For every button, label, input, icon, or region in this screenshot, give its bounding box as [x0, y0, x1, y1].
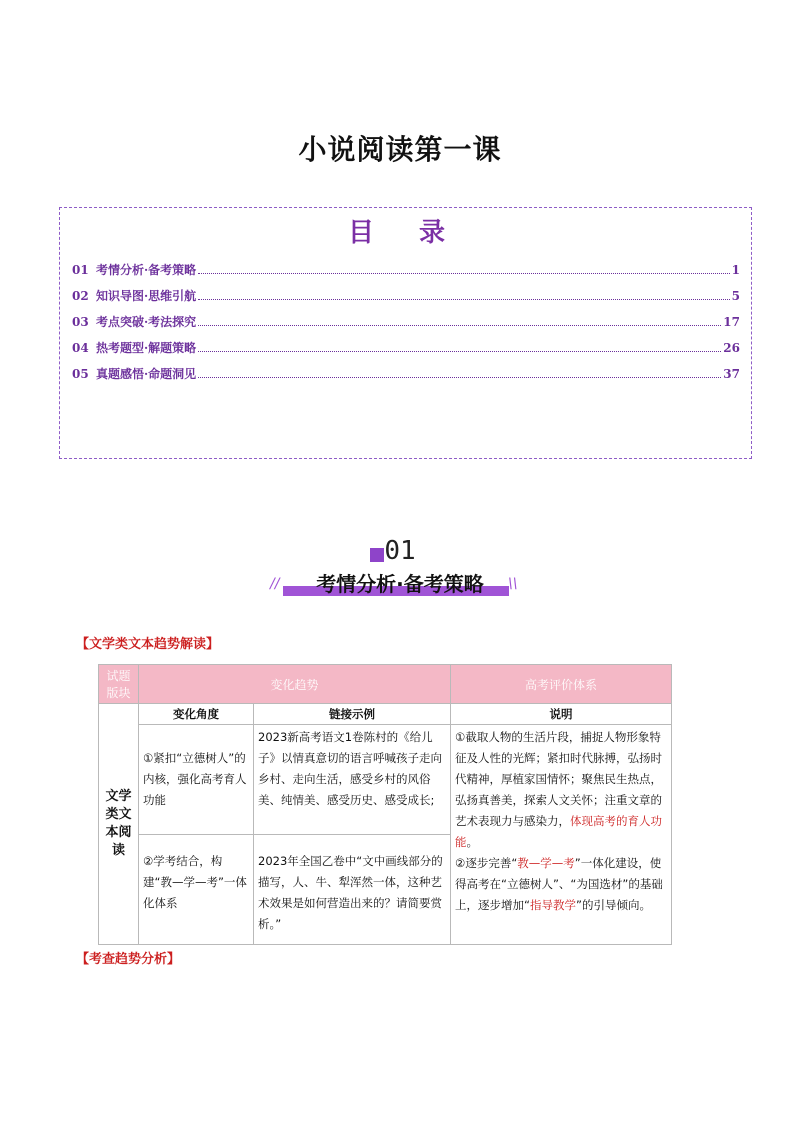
- toc-leader-dots: [198, 299, 729, 300]
- toc-entry-label: 考点突破·考法探究: [96, 315, 197, 329]
- section-title: 考情分析·备考策略: [316, 572, 484, 596]
- slash-decoration-right: \\: [508, 576, 518, 592]
- note-b-part1: ②逐步完善“: [455, 856, 518, 870]
- table-of-contents: [59, 207, 752, 459]
- toc-entry-04[interactable]: [72, 339, 740, 357]
- toc-leader-dots: [198, 273, 729, 274]
- toc-entry-label: 考情分析·备考策略: [96, 263, 197, 277]
- trend-table: [98, 664, 672, 945]
- toc-entry-number: 02: [72, 289, 89, 303]
- header-block: 试题版块: [99, 665, 139, 704]
- toc-leader-dots: [198, 377, 721, 378]
- row2-example: 2023年全国乙卷中“文中画线部分的描写，人、牛、犁浑然一体，这种艺术效果是如何营造出来的？请简要赏析。”: [254, 835, 451, 945]
- page-title: 小说阅读第一课: [298, 133, 502, 166]
- toc-entry-01[interactable]: [72, 261, 740, 279]
- slash-decoration-left: //: [270, 576, 280, 592]
- toc-entry-page: 26: [723, 341, 740, 355]
- row1-example: 2023新高考语文1卷陈村的《给儿子》以情真意切的语言呼喊孩子走向乡村、走向生活，感受乡村的风俗美、纯情美、感受历史、感受成长;: [254, 725, 451, 835]
- note-a-highlight: 体现高考的育人功能: [455, 814, 663, 849]
- toc-entry-number: 01: [72, 263, 89, 277]
- trend-section-label: 【文学类文本趋势解读】: [76, 637, 220, 652]
- note-b-highlight1: 教—学—考: [517, 856, 575, 870]
- subheader-example: 链接示例: [254, 704, 451, 725]
- toc-entry-number: 05: [72, 367, 89, 381]
- toc-heading: 目 录: [347, 218, 464, 248]
- toc-leader-dots: [198, 351, 721, 352]
- toc-entry-02[interactable]: [72, 287, 740, 305]
- subheader-note: 说明: [451, 704, 672, 725]
- note-cell: [451, 725, 672, 945]
- toc-entry-page: 5: [731, 289, 740, 303]
- toc-entry-label: 知识导图·思维引航: [96, 289, 197, 303]
- toc-entry-03[interactable]: [72, 313, 740, 331]
- row2-angle: ②学考结合，构建“教—学—考”一体化体系: [139, 835, 254, 945]
- toc-entry-label: 热考题型·解题策略: [96, 341, 197, 355]
- toc-entry-label: 真题感悟·命题洞见: [96, 367, 197, 381]
- toc-entry-page: 1: [731, 263, 740, 277]
- note-b-part3: ”的引导倾向。: [575, 898, 651, 912]
- toc-entry-page: 37: [723, 367, 740, 381]
- toc-entry-page: 17: [723, 315, 740, 329]
- toc-entry-number: 04: [72, 341, 89, 355]
- section-number: 01: [384, 536, 416, 566]
- note-b-highlight2: 指导教学: [529, 898, 576, 912]
- header-change: 变化趋势: [139, 665, 451, 704]
- category-cell: 文学类文本阅读: [99, 704, 139, 945]
- note-a-end: 。: [466, 835, 479, 849]
- toc-entry-number: 03: [72, 315, 89, 329]
- toc-leader-dots: [198, 325, 721, 326]
- note-a: ①截取人物的生活片段，捕捉人物形象特征及人性的光辉；紧扣时代脉搏，弘扬时代精神，厚植家国情怀；聚焦民生热点，弘扬真善美，探索人文关怀；注重文章的艺术表现力与感染力，: [455, 730, 663, 828]
- analysis-section-label: 【考查趋势分析】: [76, 952, 181, 967]
- note-b-part2: ”一体化建设，使得高考在“立德树人”、“为国选材”的基础上，逐步增加“: [455, 856, 663, 912]
- row1-angle: ①紧扣“立德树人”的内核，强化高考育人功能: [139, 725, 254, 835]
- toc-entry-05[interactable]: [72, 365, 740, 383]
- subheader-angle: 变化角度: [139, 704, 254, 725]
- header-eval: 高考评价体系: [451, 665, 672, 704]
